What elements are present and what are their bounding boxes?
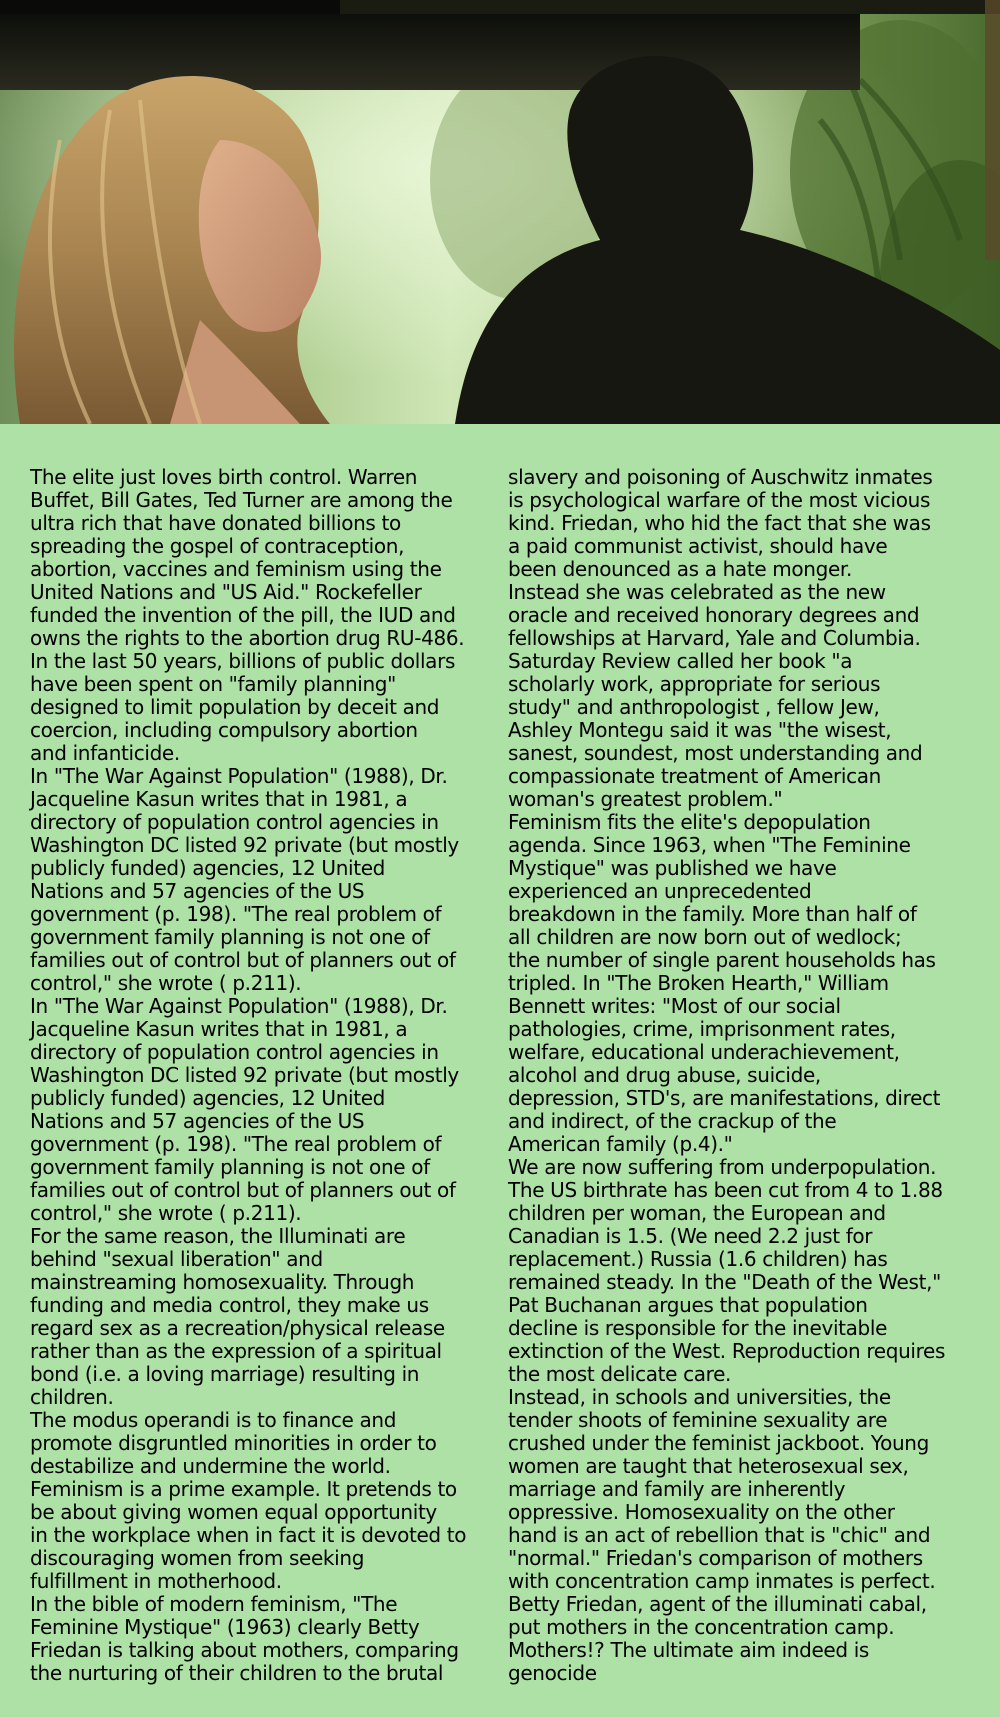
paragraph: The modus operandi is to finance and promote disgruntled minorities in order to destabilize and undermine the world. Feminism is a prime example. It pretends to be about giving women equal opportunity in the workplace when in fact it is devoted to discouraging women from seeking fulfillment in motherhood. (30, 1408, 467, 1593)
paragraph: We are now suffering from underpopulation. The US birthrate has been cut from 4 to 1.88 children per woman, the European and Canadian is 1.5. (We need 2.2 just for replacement.) Russia (1.6 children) has remained steady. In the "Death of the West," Pat Buchanan argues that population decline is responsible for the inevitable extinction of the West. Reproduction requires the most delicate care. (508, 1155, 946, 1386)
photo-scene-icon (0, 0, 1000, 424)
left-column (30, 466, 486, 1685)
paragraph: slavery and poisoning of Auschwitz inmates is psychological warfare of the most vicious kind. Friedan, who hid the fact that she was a paid communist activist, should have been denounced as a hate monger. Instead she was celebrated as the new oracle and received honorary degrees and fellowships at Harvard, Yale and Columbia. Saturday Review called her book "a scholarly work, appropriate for serious study" and anthropologist , fellow Jew, Ashley Montegu said it was "the wisest, sanest, soundest, most understanding and compassionate treatment of American woman's greatest problem." (508, 465, 933, 811)
paragraph: In "The War Against Population" (1988), Dr. Jacqueline Kasun writes that in 1981, a directory of population control agencies in Washington DC listed 92 private (but mostly publicly funded) agencies, 12 United Nations and 57 agencies of the US government (p. 198). "The real problem of government family planning is not one of families out of control but of planners out of control," she wrote ( p.211). (30, 764, 459, 995)
paragraph: Feminism fits the elite's depopulation agenda. Since 1963, when "The Feminine Mystique" was published we have experienced an unprecedented breakdown in the family. More than half of all children are now born out of wedlock; the number of single parent households has tripled. In "The Broken Hearth," William Bennett writes: "Most of our social pathologies, crime, imprisonment rates, welfare, educational underachievement, alcohol and drug abuse, suicide, depression, STD's, are manifestations, direct and indirect, of the crackup of the American family (p.4)." (508, 810, 941, 1156)
paragraph: Instead, in schools and universities, the tender shoots of feminine sexuality are crushed under the feminist jackboot. Young women are taught that heterosexual sex, marriage and family are inherently oppressive. Homosexuality on the other hand is an act of rebellion that is "chic" and "normal." Friedan's comparison of mothers with concentration camp inmates is perfect. Betty Friedan, agent of the illuminati cabal, put mothers in the concentration camp. Mothers!? The ultimate aim indeed is genocide (508, 1385, 936, 1685)
paragraph: The elite just loves birth control. Warren Buffet, Bill Gates, Ted Turner are among the ultra rich that have donated billions to spreading the gospel of contraception, abortion, vaccines and feminism using the United Nations and "US Aid." Rockefeller funded the invention of the pill, the IUD and owns the rights to the abortion drug RU-486. In the last 50 years, billions of public dollars have been spent on "family planning" designed to limit population by deceit and coercion, including compulsory abortion and infanticide. (30, 465, 465, 765)
paragraph: In the bible of modern feminism, "The Feminine Mystique" (1963) clearly Betty Friedan is talking about mothers, comparing the nurturing of their children to the brutal (30, 1592, 459, 1685)
paragraph: In "The War Against Population" (1988), Dr. Jacqueline Kasun writes that in 1981, a directory of population control agencies in Washington DC listed 92 private (but mostly publicly funded) agencies, 12 United Nations and 57 agencies of the US government (p. 198). "The real problem of government family planning is not one of families out of control but of planners out of control," she wrote ( p.211). (30, 994, 459, 1225)
article-body (0, 466, 1000, 1706)
right-column (508, 466, 972, 1685)
paragraph: For the same reason, the Illuminati are behind "sexual liberation" and mainstreaming homosexuality. Through funding and media control, they make us regard sex as a recreation/physical release rather than as the expression of a spiritual bond (i.e. a loving marriage) resulting in children. (30, 1224, 445, 1409)
header-photo (0, 0, 1000, 424)
